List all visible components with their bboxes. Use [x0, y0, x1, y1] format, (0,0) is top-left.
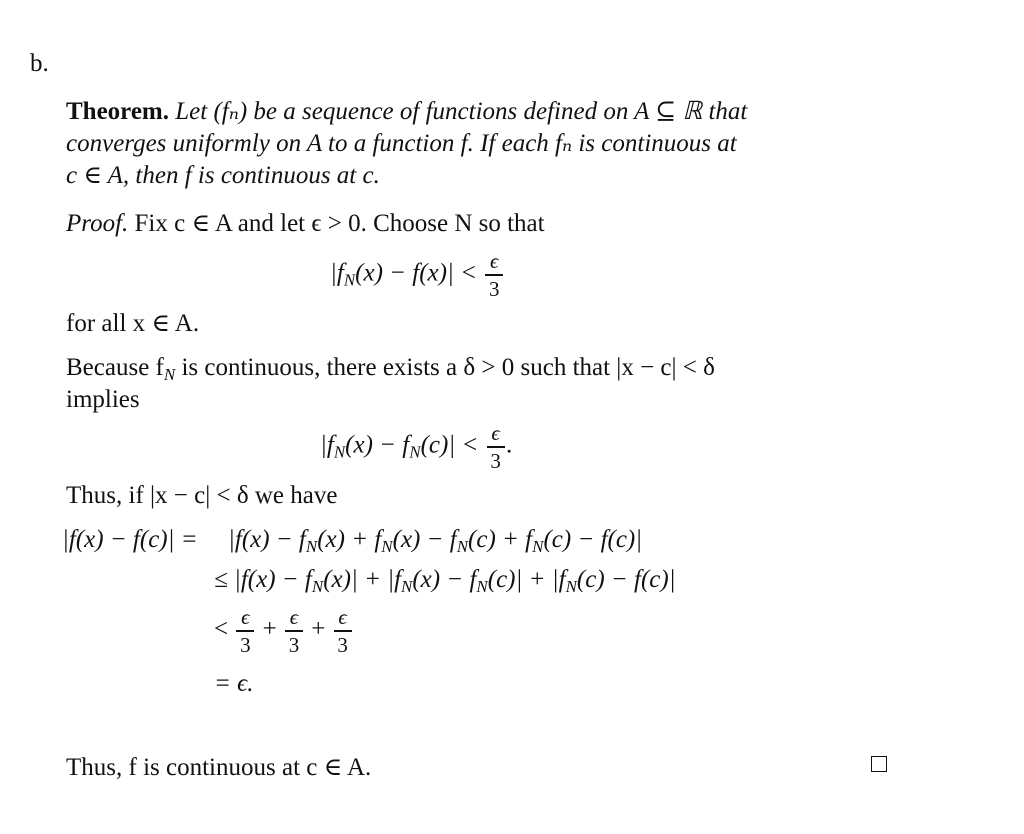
because-subscript: N [163, 365, 176, 384]
ineq1-part: (x) − f(x)| < [355, 259, 477, 287]
subscript-n: N [305, 537, 318, 556]
theorem-heading: Theorem. [66, 98, 169, 125]
fraction-eps-3 [236, 606, 254, 656]
fraction-bar [236, 630, 254, 632]
fraction-eps-3 [485, 250, 503, 300]
fraction-denominator: 3 [490, 448, 501, 473]
fraction-eps-3 [334, 606, 352, 656]
fraction-eps-3 [285, 606, 303, 656]
fraction-bar [485, 274, 503, 276]
because-text: Because f [66, 354, 164, 381]
fraction-numerator: ϵ [491, 421, 500, 445]
subscript-n: N [401, 577, 413, 596]
ineq1-part: |f [330, 259, 344, 287]
inequality-1 [330, 250, 505, 300]
proof-intro [66, 208, 545, 240]
ineq1-subscript: N [343, 270, 356, 290]
theorem-line-3: c ∈ A, then f is continuous at c. [66, 162, 380, 189]
fraction-numerator: ϵ [289, 605, 299, 629]
subscript-n: N [381, 537, 393, 556]
for-all-line: for all x ∈ A. [66, 310, 200, 337]
proof-intro-text: Fix c ∈ A and let ϵ > 0. Choose N so that [134, 210, 545, 237]
fraction-bar [487, 446, 505, 448]
ineq2-subscript: N [409, 442, 421, 462]
ineq2-part: |f [320, 431, 334, 459]
qed-square-icon [871, 756, 887, 772]
fraction-bar [285, 630, 303, 632]
implies-line: implies [66, 386, 140, 413]
conclusion-line: Thus, f is continuous at c ∈ A. [66, 754, 372, 781]
ineq2-part: (x) − f [345, 431, 410, 459]
less-than-sign: < [214, 615, 229, 643]
equation-line-4: = ϵ. [214, 670, 254, 697]
subscript-n: N [476, 577, 488, 596]
fraction-eps-3 [487, 422, 505, 472]
because-line [66, 352, 715, 391]
fraction-denominator: 3 [488, 276, 500, 301]
theorem-text-1: Let (fₙ) be a sequence of functions defined on A ⊆ ℝ that [175, 98, 748, 125]
fraction-numerator: ϵ [490, 249, 499, 273]
theorem-line-1 [66, 96, 747, 128]
fraction-denominator: 3 [337, 632, 348, 657]
subscript-n: N [565, 577, 577, 596]
plus-sign: + [262, 615, 277, 643]
thus-if-line: Thus, if |x − c| < δ we have [66, 482, 338, 509]
fraction-numerator: ϵ [241, 605, 250, 629]
fraction-denominator: 3 [288, 632, 300, 657]
plus-sign: + [311, 615, 326, 643]
equation-lhs: |f(x) − f(c)| = [62, 526, 198, 553]
equation-line-2: ≤ $|f(x) - f_N(x)| + |f_N(x) - f_N(c)| + |f_N(c) - f(c)|$ [214, 566, 676, 596]
ineq2-part: (c)| < [420, 431, 479, 459]
fraction-denominator: 3 [240, 632, 251, 657]
fraction-bar [334, 630, 352, 632]
equation-line-1: $|f(x) - f_N(x) + f_N(x) - f_N(c) + f_N(c) - f(c)|$ [228, 526, 643, 556]
theorem-line-2: converges uniformly on A to a function f. If each fₙ is continuous at [66, 130, 737, 157]
ineq2-period: . [506, 431, 513, 459]
ineq2-subscript: N [333, 442, 346, 462]
subscript-n: N [456, 537, 469, 556]
subscript-n: N [532, 537, 544, 556]
section-label: b. [30, 50, 49, 77]
equation-line-3 [214, 606, 354, 656]
fraction-numerator: ϵ [338, 605, 347, 629]
proof-heading: Proof. [66, 210, 129, 237]
inequality-2 [320, 422, 513, 472]
subscript-n: N [311, 577, 324, 596]
because-text-rest: is continuous, there exists a δ > 0 such that |x − c| < δ [175, 354, 715, 381]
